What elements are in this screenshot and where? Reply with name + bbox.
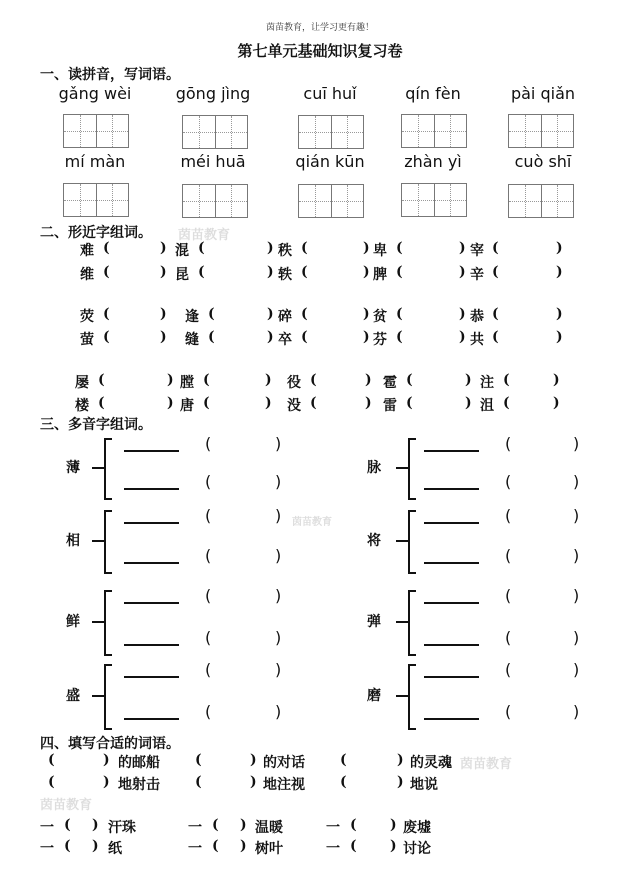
word-blank-line[interactable] [124, 522, 179, 524]
open-paren: ( [208, 329, 215, 345]
word-blank-line[interactable] [424, 488, 479, 490]
char: 没 [287, 398, 301, 414]
brace [408, 438, 416, 500]
close-paren: ) [363, 306, 370, 322]
close-paren: ) [103, 774, 110, 790]
char: 贫 [373, 309, 387, 325]
open-paren: ( [98, 395, 105, 411]
open-paren: ( [505, 586, 512, 605]
close-paren: ) [250, 752, 257, 768]
open-paren: ( [48, 774, 55, 790]
pinyin-label: gōng jìng [175, 84, 251, 103]
open-paren: ( [396, 264, 403, 280]
char: 屡 [75, 375, 89, 391]
open-paren: ( [64, 838, 71, 854]
close-paren: ) [167, 372, 174, 388]
brace [104, 438, 112, 500]
close-paren: ) [160, 329, 167, 345]
section-1-heading: 一、读拼音，写词语。 [40, 67, 180, 83]
open-paren: ( [198, 240, 205, 256]
close-paren: ) [92, 838, 99, 854]
measure-prefix: 一 [326, 841, 340, 857]
open-paren: ( [203, 395, 210, 411]
word-blank-line[interactable] [124, 644, 179, 646]
brace-stem [92, 695, 106, 697]
word-blank-line[interactable] [424, 602, 479, 604]
pinyin-label: zhàn yì [404, 152, 462, 171]
pinyin-label: cuò shī [514, 152, 572, 171]
open-paren: ( [208, 306, 215, 322]
open-paren: ( [103, 240, 110, 256]
close-paren: ) [267, 264, 274, 280]
char: 注 [480, 375, 494, 391]
brace [104, 510, 112, 574]
open-paren: ( [340, 774, 347, 790]
close-paren: ) [363, 240, 370, 256]
open-paren: ( [103, 306, 110, 322]
close-paren: ) [160, 264, 167, 280]
close-paren: ) [465, 372, 472, 388]
char: 辛 [470, 267, 484, 283]
phrase-word: 汗珠 [108, 820, 136, 836]
close-paren: ) [365, 372, 372, 388]
word-blank-line[interactable] [124, 676, 179, 678]
char: 缝 [185, 332, 199, 348]
close-paren: ) [92, 817, 99, 833]
brace-stem [396, 695, 410, 697]
char: 楼 [75, 398, 89, 414]
watermark: 茵苗教育 [40, 798, 93, 813]
word-blank-line[interactable] [424, 562, 479, 564]
close-paren: ) [265, 395, 272, 411]
char: 宰 [470, 243, 484, 259]
open-paren: ( [396, 306, 403, 322]
open-paren: ( [103, 264, 110, 280]
measure-prefix: 一 [188, 820, 202, 836]
close-paren: ) [459, 329, 466, 345]
open-paren: ( [212, 838, 219, 854]
char: 轶 [278, 267, 292, 283]
writing-grid[interactable] [508, 184, 574, 218]
watermark: 茵苗教育 [460, 757, 513, 772]
open-paren: ( [505, 660, 512, 679]
open-paren: ( [64, 817, 71, 833]
word-blank-line[interactable] [424, 522, 479, 524]
close-paren: ) [240, 817, 247, 833]
word-blank-line[interactable] [424, 644, 479, 646]
open-paren: ( [48, 752, 55, 768]
brace [104, 664, 112, 730]
close-paren: ) [556, 306, 563, 322]
open-paren: ( [406, 372, 413, 388]
word-blank-line[interactable] [124, 718, 179, 720]
open-paren: ( [301, 306, 308, 322]
close-paren: ) [556, 240, 563, 256]
pinyin-label: mí màn [64, 152, 126, 171]
open-paren: ( [198, 264, 205, 280]
close-paren[interactable]: ) [275, 546, 282, 565]
writing-grid[interactable] [298, 184, 364, 218]
phrase-word: 地注视 [263, 777, 305, 793]
brace-stem [92, 540, 106, 542]
close-paren[interactable]: ) [275, 434, 282, 453]
open-paren: ( [396, 329, 403, 345]
open-paren: ( [503, 395, 510, 411]
phrase-word: 地说 [410, 777, 438, 793]
pinyin-label: cuī huǐ [303, 84, 357, 103]
char: 共 [470, 332, 484, 348]
pinyin-label: qín fèn [405, 84, 461, 103]
page-title: 第七单元基础知识复习卷 [237, 42, 403, 60]
measure-prefix: 一 [326, 820, 340, 836]
open-paren: ( [301, 264, 308, 280]
open-paren: ( [301, 240, 308, 256]
close-paren[interactable]: ) [275, 702, 282, 721]
close-paren: ) [267, 240, 274, 256]
close-paren: ) [240, 838, 247, 854]
close-paren: ) [553, 372, 560, 388]
measure-prefix: 一 [40, 820, 54, 836]
close-paren: ) [556, 264, 563, 280]
open-paren: ( [195, 752, 202, 768]
polyphone-char: 鲜 [66, 614, 80, 630]
section-2-heading: 二、形近字组词。 [40, 225, 152, 241]
open-paren: ( [205, 546, 212, 565]
close-paren: ) [160, 240, 167, 256]
close-paren[interactable]: ) [275, 472, 282, 491]
char: 雷 [383, 398, 397, 414]
char: 芬 [373, 332, 387, 348]
word-blank-line[interactable] [124, 450, 179, 452]
char: 膛 [180, 375, 194, 391]
close-paren[interactable]: ) [275, 660, 282, 679]
measure-prefix: 一 [40, 841, 54, 857]
close-paren[interactable]: ) [573, 628, 580, 647]
polyphone-char: 薄 [66, 460, 80, 476]
phrase-word: 讨论 [403, 841, 431, 857]
polyphone-char: 将 [367, 533, 381, 549]
char: 混 [175, 243, 189, 259]
close-paren: ) [267, 329, 274, 345]
phrase-word: 废墟 [403, 820, 431, 836]
open-paren: ( [205, 506, 212, 525]
brace [104, 590, 112, 656]
phrase-word: 温暖 [255, 820, 283, 836]
close-paren: ) [390, 817, 397, 833]
char: 昆 [175, 267, 189, 283]
watermark: 茵苗教育 [292, 517, 332, 528]
phrase-word: 的邮船 [118, 755, 160, 771]
char: 脾 [373, 267, 387, 283]
phrase-word: 树叶 [255, 841, 283, 857]
open-paren: ( [505, 434, 512, 453]
polyphone-char: 盛 [66, 688, 80, 704]
polyphone-char: 脉 [367, 460, 381, 476]
open-paren: ( [103, 329, 110, 345]
char: 碎 [278, 309, 292, 325]
brace [408, 510, 416, 574]
close-paren[interactable]: ) [573, 586, 580, 605]
close-paren: ) [553, 395, 560, 411]
open-paren: ( [505, 628, 512, 647]
open-paren: ( [205, 628, 212, 647]
polyphone-char: 相 [66, 533, 80, 549]
open-paren: ( [350, 838, 357, 854]
pinyin-label: pài qiǎn [510, 84, 576, 103]
open-paren: ( [301, 329, 308, 345]
char: 逢 [185, 309, 199, 325]
close-paren: ) [160, 306, 167, 322]
close-paren: ) [459, 240, 466, 256]
pinyin-label: qián kūn [295, 152, 365, 171]
close-paren[interactable]: ) [275, 586, 282, 605]
open-paren: ( [492, 329, 499, 345]
close-paren: ) [459, 306, 466, 322]
close-paren: ) [397, 752, 404, 768]
close-paren: ) [103, 752, 110, 768]
word-blank-line[interactable] [124, 488, 179, 490]
close-paren: ) [397, 774, 404, 790]
writing-grid[interactable] [508, 114, 574, 148]
open-paren: ( [212, 817, 219, 833]
open-paren: ( [340, 752, 347, 768]
measure-prefix: 一 [188, 841, 202, 857]
close-paren: ) [167, 395, 174, 411]
close-paren[interactable]: ) [573, 472, 580, 491]
close-paren: ) [363, 264, 370, 280]
word-blank-line[interactable] [124, 562, 179, 564]
close-paren: ) [363, 329, 370, 345]
word-blank-line[interactable] [424, 450, 479, 452]
word-blank-line[interactable] [424, 718, 479, 720]
open-paren: ( [98, 372, 105, 388]
section-3-heading: 三、多音字组词。 [40, 417, 152, 433]
close-paren: ) [459, 264, 466, 280]
polyphone-char: 弹 [367, 614, 381, 630]
open-paren: ( [205, 434, 212, 453]
close-paren: ) [465, 395, 472, 411]
pinyin-label: gǎng wèi [58, 84, 132, 103]
open-paren: ( [203, 372, 210, 388]
phrase-word: 地射击 [118, 777, 160, 793]
close-paren[interactable]: ) [275, 506, 282, 525]
char: 卑 [373, 243, 387, 259]
char: 唐 [180, 398, 194, 414]
close-paren[interactable]: ) [573, 660, 580, 679]
brace [408, 664, 416, 730]
open-paren: ( [492, 240, 499, 256]
open-paren: ( [205, 702, 212, 721]
close-paren: ) [250, 774, 257, 790]
char: 卒 [278, 332, 292, 348]
char: 雹 [383, 375, 397, 391]
close-paren: ) [265, 372, 272, 388]
char: 荧 [80, 309, 94, 325]
char: 萤 [80, 332, 94, 348]
open-paren: ( [505, 506, 512, 525]
open-paren: ( [205, 472, 212, 491]
open-paren: ( [195, 774, 202, 790]
word-blank-line[interactable] [424, 676, 479, 678]
close-paren: ) [390, 838, 397, 854]
open-paren: ( [492, 306, 499, 322]
brace-stem [396, 540, 410, 542]
open-paren: ( [492, 264, 499, 280]
close-paren[interactable]: ) [573, 506, 580, 525]
phrase-word: 的对话 [263, 755, 305, 771]
brace-stem [396, 621, 410, 623]
char: 沮 [480, 398, 494, 414]
open-paren: ( [503, 372, 510, 388]
open-paren: ( [205, 660, 212, 679]
open-paren: ( [310, 395, 317, 411]
open-paren: ( [396, 240, 403, 256]
brace-stem [396, 467, 410, 469]
close-paren[interactable]: ) [275, 628, 282, 647]
brace-stem [92, 621, 106, 623]
slogan: 茵苗教育，让学习更有趣！ [265, 23, 374, 33]
close-paren: ) [267, 306, 274, 322]
open-paren: ( [505, 702, 512, 721]
writing-grid[interactable] [401, 183, 467, 217]
writing-grid[interactable] [63, 114, 129, 148]
brace [408, 590, 416, 656]
open-paren: ( [505, 546, 512, 565]
char: 维 [80, 267, 94, 283]
char: 难 [80, 243, 94, 259]
polyphone-char: 磨 [367, 688, 381, 704]
close-paren: ) [365, 395, 372, 411]
writing-grid[interactable] [182, 115, 248, 149]
phrase-word: 纸 [108, 841, 122, 857]
phrase-word: 的灵魂 [410, 755, 452, 771]
watermark: 茵苗教育 [178, 228, 231, 243]
char: 恭 [470, 309, 484, 325]
writing-grid[interactable] [401, 114, 467, 148]
brace-stem [92, 467, 106, 469]
writing-grid[interactable] [63, 183, 129, 217]
open-paren: ( [505, 472, 512, 491]
char: 役 [287, 375, 301, 391]
open-paren: ( [406, 395, 413, 411]
close-paren: ) [556, 329, 563, 345]
pinyin-label: méi huā [180, 152, 246, 171]
close-paren[interactable]: ) [573, 702, 580, 721]
open-paren: ( [205, 586, 212, 605]
open-paren: ( [350, 817, 357, 833]
close-paren[interactable]: ) [573, 434, 580, 453]
section-4-heading: 四、填写合适的词语。 [40, 736, 180, 752]
writing-grid[interactable] [298, 115, 364, 149]
char: 秩 [278, 243, 292, 259]
writing-grid[interactable] [182, 184, 248, 218]
close-paren[interactable]: ) [573, 546, 580, 565]
open-paren: ( [310, 372, 317, 388]
word-blank-line[interactable] [124, 602, 179, 604]
